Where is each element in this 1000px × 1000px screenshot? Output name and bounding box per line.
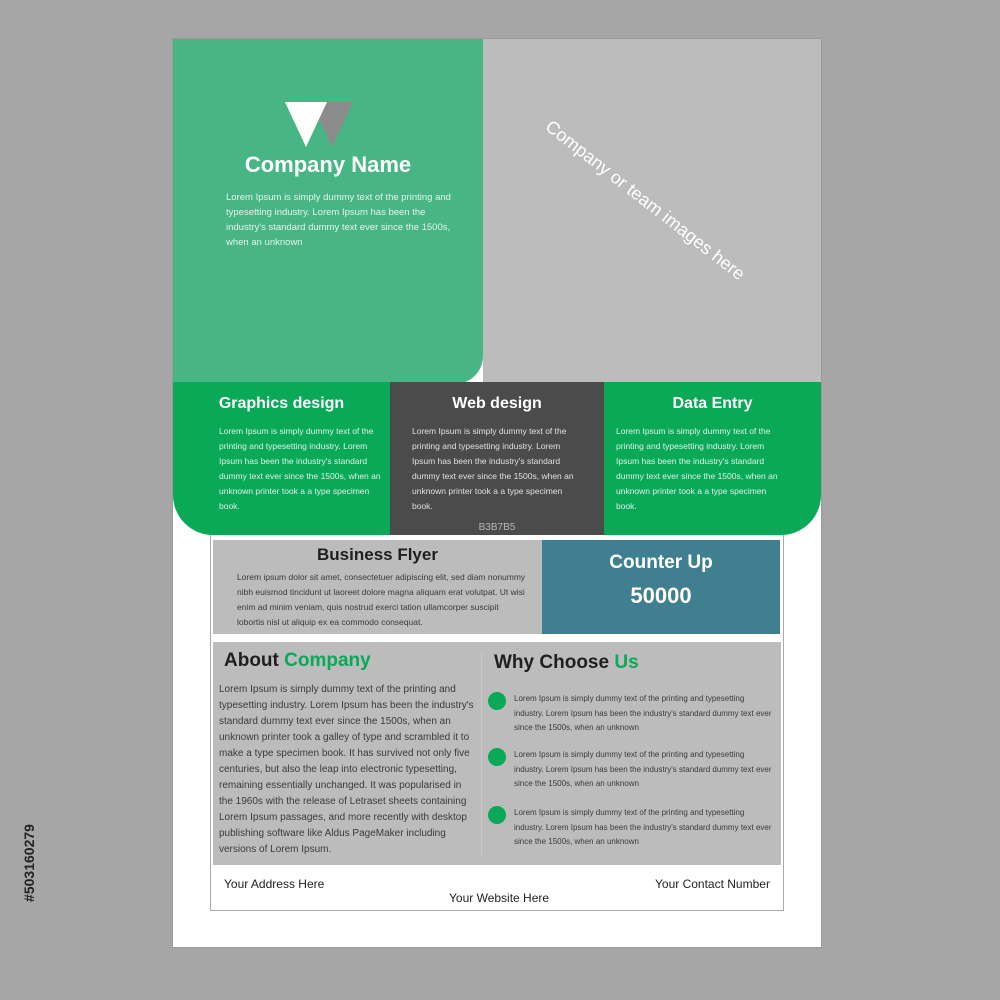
footer-address: Your Address Here: [224, 877, 325, 891]
why-title-accent: Us: [614, 652, 639, 673]
service-web-design: [390, 382, 604, 535]
business-text: Lorem ipsum dolor sit amet, consectetuer adipiscing elit, sed diam nonummy nibh euismod tincidunt ut laoreet dolore magna aliquam erat volutpat. Ut wisi enim ad minim veniam, quis nostrud exerci tation ullamcorper suscipit lobortis nisl ut aliquip ex ea commodo consequat.: [237, 572, 526, 627]
service-title: Graphics design: [218, 395, 345, 412]
about-title: [224, 650, 371, 672]
why-title: [494, 652, 639, 674]
hero-description: Lorem Ipsum is simply dummy text of the printing and typesetting industry. Lorem Ipsum has been the industry's standard dummy text ever since the 1500s, when an unknown: [226, 192, 451, 248]
services-band: [173, 382, 821, 535]
service-title: Data Entry: [672, 395, 753, 412]
business-title: Business Flyer: [317, 545, 438, 564]
about-title-accent: Company: [284, 650, 371, 671]
bullet-icon: [488, 806, 506, 824]
service-graphics-design: [173, 382, 390, 535]
bullet-icon: [488, 692, 506, 710]
stock-id-label: #503160279: [21, 824, 37, 902]
counter-value: 50000: [630, 583, 692, 608]
triangle-logo-icon: [285, 102, 365, 152]
divider: [481, 652, 482, 857]
service-description: Lorem Ipsum is simply dummy text of the printing and typesetting industry. Lorem Ipsum has been the industry's standard dummy text ever since the 1500s, when an unknown printer took a a type specimen book.: [616, 426, 778, 511]
footer-contact: Your Contact Number: [655, 877, 770, 891]
bullet-icon: [488, 748, 506, 766]
image-placeholder-label: Company or team images here: [541, 116, 749, 285]
info-section: [213, 642, 781, 865]
color-code-label: B3B7B5: [478, 522, 516, 533]
stock-id: [4, 765, 44, 965]
counter-box: [542, 540, 780, 634]
service-description: Lorem Ipsum is simply dummy text of the printing and typesetting industry. Lorem Ipsum has been the industry's standard dummy text ever since the 1500s, when an unknown printer took a a type specimen book.: [219, 426, 381, 511]
why-title-main: Why Choose: [494, 652, 610, 673]
business-flyer-box: [213, 540, 542, 634]
counter-title: Counter Up: [609, 552, 713, 573]
why-item: Lorem Ipsum is simply dummy text of the printing and typesetting industry. Lorem Ipsum has been the industry's standard dummy text ever since the 1500s, when an unknown: [514, 808, 772, 846]
service-data-entry: [604, 382, 821, 535]
footer-website: Your Website Here: [449, 891, 550, 905]
service-title: Web design: [452, 395, 542, 412]
about-title-main: About: [224, 650, 279, 671]
about-text: Lorem Ipsum is simply dummy text of the printing and typesetting industry. Lorem Ipsum has been the industry's standard dummy text ever since the 1500s, when an unknown printer took a galley of type and scrambled it to make a type specimen book. It has survived not only five centuries, but also the leap into electronic typesetting, remaining essentially unchanged. It was popularised in the 1960s with the release of Letraset sheets containing Lorem Ipsum passages, and more recently with desktop publishing software like Aldus PageMaker including versions of Lorem Ipsum.: [219, 684, 474, 855]
company-name: Company Name: [244, 152, 412, 177]
why-item: Lorem Ipsum is simply dummy text of the printing and typesetting industry. Lorem Ipsum has been the industry's standard dummy text ever since the 1500s, when an unknown: [514, 694, 772, 732]
service-description: Lorem Ipsum is simply dummy text of the printing and typesetting industry. Lorem Ipsum has been the industry's standard dummy text ever since the 1500s, when an unknown printer took a a type specimen book.: [412, 426, 574, 511]
why-item: Lorem Ipsum is simply dummy text of the printing and typesetting industry. Lorem Ipsum has been the industry's standard dummy text ever since the 1500s, when an unknown: [514, 750, 772, 788]
